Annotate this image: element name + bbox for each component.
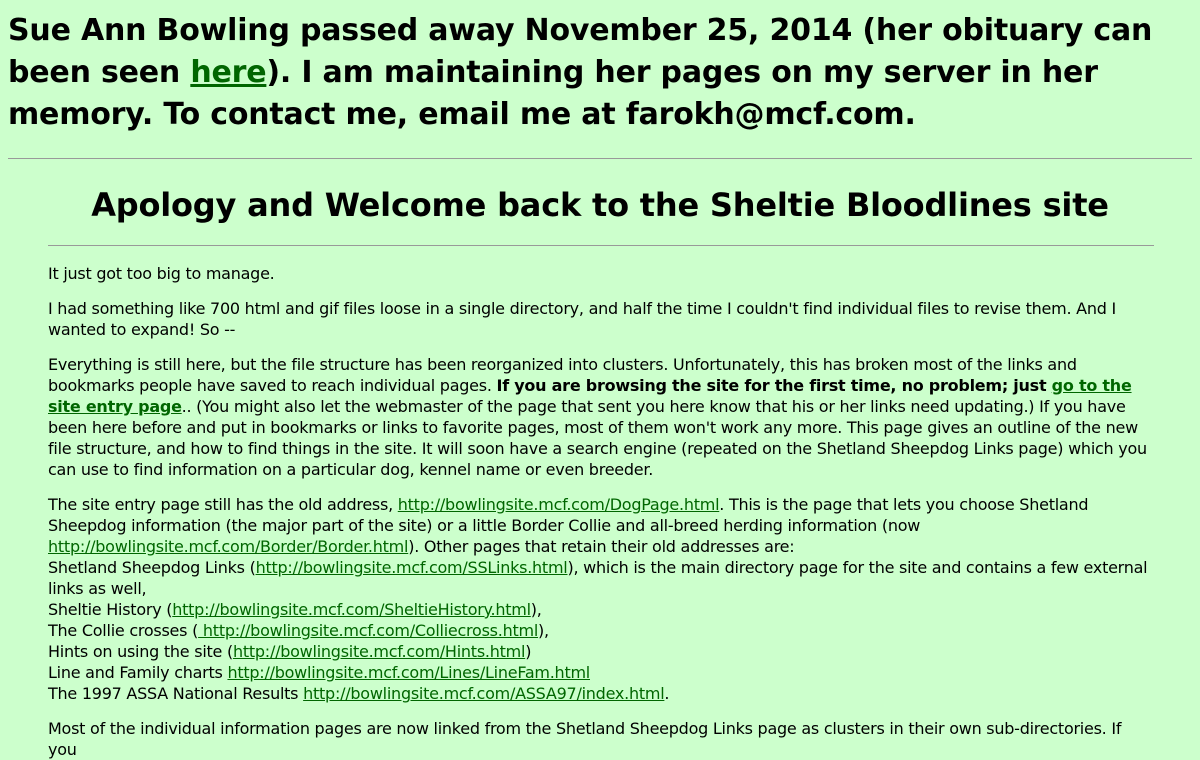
- addresses-text: ): [525, 642, 532, 661]
- addresses-text: ),: [530, 600, 542, 619]
- addresses-text: The 1997 ASSA National Results: [48, 684, 304, 703]
- addresses-text: Line and Family charts: [48, 663, 228, 682]
- colliecross-link[interactable]: http://bowlingsite.mcf.com/Colliecross.html: [198, 621, 539, 640]
- divider-title: [48, 245, 1154, 246]
- addresses-text: Sheltie History (: [48, 600, 173, 619]
- memorial-notice: [0, 0, 1200, 136]
- addresses-text: . This is the page that lets you choose Shetland Sheepdog information (the major part of the site) or a little Border Collie and all-breed herding information (now: [48, 495, 1089, 535]
- dogpage-link[interactable]: http://bowlingsite.mcf.com/DogPage.html: [397, 495, 720, 514]
- notice-text-before: Sue Ann Bowling passed away November 25, 2014 (her obituary can been seen: [8, 13, 1153, 90]
- sslinks-link[interactable]: http://bowlingsite.mcf.com/SSLinks.html: [255, 558, 568, 577]
- main-content: [48, 263, 1154, 760]
- hints-link[interactable]: http://bowlingsite.mcf.com/Hints.html: [232, 642, 526, 661]
- sheltie-history-link[interactable]: http://bowlingsite.mcf.com/SheltieHistory.html: [172, 600, 531, 619]
- reorg-text-rest: .. (You might also let the webmaster of the page that sent you here know that his or her links need updating.) If you have been here before and put in bookmarks or links to favorite pages, most of them won't work any more. This page gives an outline of the new file structure, and how to find things in the site. It will soon have a search engine (repeated on the Shetland Sheepdog Links page) which you can use to find information on a particular dog, kennel name or even breeder.: [48, 397, 1147, 479]
- border-collie-link[interactable]: http://bowlingsite.mcf.com/Border/Border.html: [48, 537, 409, 556]
- reorg-text: Everything is still here, but the file structure has been reorganized into clusters. Unfortunately, this has broken most of the links and bookmarks people have saved to reach individual pages.: [48, 355, 1077, 395]
- paragraph-clusters: Most of the individual information pages are now linked from the Shetland Sheepdog Links page as clusters in their own sub-directories. If you: [48, 719, 1122, 759]
- addresses-text: ). Other pages that retain their old addresses are:: [408, 537, 795, 556]
- paragraph-intro: It just got too big to manage.: [48, 264, 275, 283]
- paragraph-reorganization: [48, 354, 1154, 480]
- assa97-link[interactable]: http://bowlingsite.mcf.com/ASSA97/index.html: [303, 684, 665, 703]
- addresses-text: Hints on using the site (: [48, 642, 233, 661]
- first-time-text: If you are browsing the site for the first time, no problem; just: [496, 376, 1052, 395]
- addresses-text: The site entry page still has the old address,: [48, 495, 398, 514]
- addresses-text: ), which is the main directory page for the site and contains a few external links as well,: [48, 558, 1148, 598]
- obituary-link[interactable]: here: [190, 55, 267, 90]
- divider-top: [8, 158, 1192, 159]
- addresses-text: The Collie crosses (: [48, 621, 199, 640]
- addresses-text: .: [664, 684, 670, 703]
- addresses-text: ),: [538, 621, 549, 640]
- paragraph-reason: I had something like 700 html and gif files loose in a single directory, and half the time I couldn't find individual files to revise them. And I wanted to expand! So --: [48, 299, 1116, 339]
- notice-text-after: ). I am maintaining her pages on my server in her memory. To contact me, email me at farokh@mcf.com.: [8, 55, 1098, 132]
- paragraph-addresses: [48, 494, 1154, 704]
- page-title: Apology and Welcome back to the Sheltie Bloodlines site: [91, 186, 1109, 224]
- addresses-text: Shetland Sheepdog Links (: [48, 558, 256, 577]
- site-entry-link[interactable]: go to the site entry page: [48, 376, 1132, 416]
- linefam-link[interactable]: http://bowlingsite.mcf.com/Lines/LineFam.html: [227, 663, 590, 682]
